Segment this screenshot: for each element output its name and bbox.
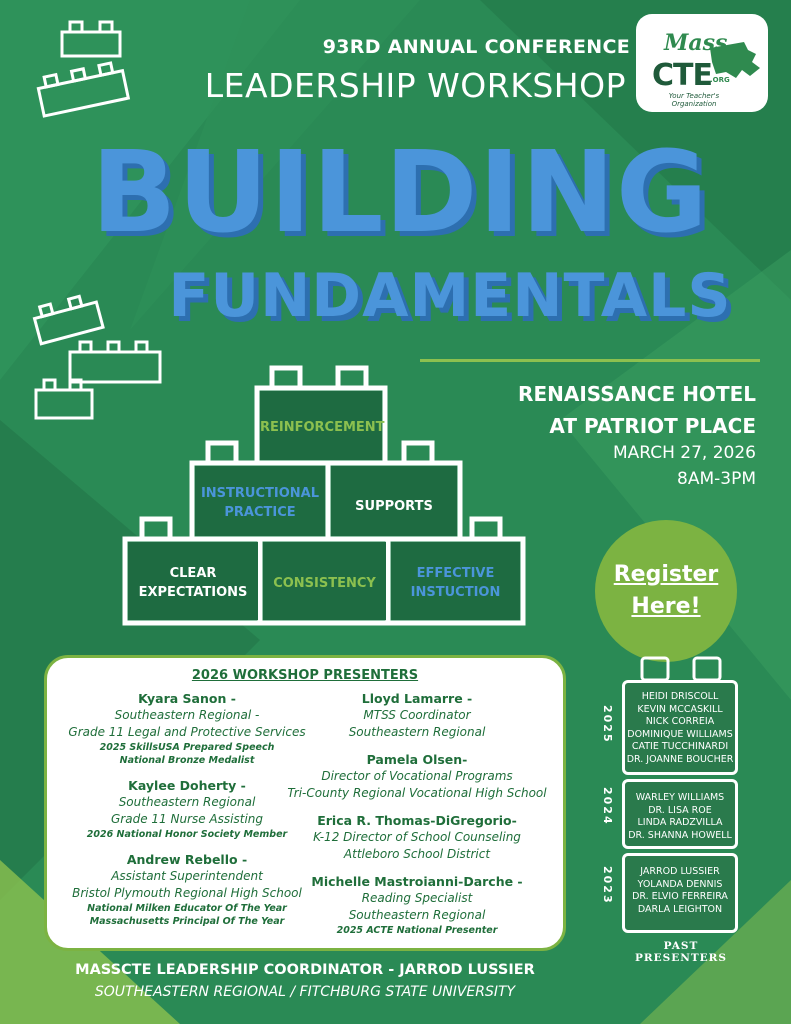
past-label-line-1: PAST: [663, 940, 699, 952]
brick-clear-line-1: CLEAR: [169, 566, 217, 581]
presenters-panel: [44, 655, 566, 951]
brick-pyramid: [120, 360, 530, 630]
brick-outline-icon: [30, 12, 140, 122]
presenter-name: Erica R. Thomas-DiGregorio-: [317, 813, 517, 828]
past-presenter-name: JARROD LUSSIER: [640, 866, 720, 877]
presenter-name: Andrew Rebello -: [126, 852, 248, 867]
masscte-logo[interactable]: [636, 14, 768, 112]
presenter-name: Kaylee Doherty -: [128, 778, 246, 793]
past-presenter-name: DR. ELVIO FERREIRA: [632, 891, 728, 902]
presenter-role: Southeastern Regional: [348, 908, 486, 922]
brick-effective-line-2: INSTUCTION: [410, 585, 501, 600]
brick-clear-expectations: [128, 564, 258, 602]
presenter-role: Southeastern Regional: [348, 725, 486, 739]
presenter-award: 2025 ACTE National Presenter: [336, 925, 498, 936]
footer-affiliation: SOUTHEASTERN REGIONAL / FITCHBURG STATE UNIVERSITY: [94, 984, 516, 1000]
brick-clear-line-2: EXPECTATIONS: [138, 585, 248, 600]
past-presenter-name: LINDA RADZVILLA: [637, 817, 723, 828]
brick-instructional-line-2: PRACTICE: [224, 505, 296, 520]
presenter-role: Attleboro School District: [343, 847, 491, 861]
register-line-2: Here!: [631, 594, 701, 619]
presenter-role: Reading Specialist: [361, 891, 473, 905]
presenters-title: 2026 WORKSHOP PRESENTERS: [191, 668, 419, 683]
presenter-role: Tri-County Regional Vocational High School: [287, 786, 547, 800]
brick-consistency: CONSISTENCY: [273, 576, 376, 591]
register-line-1: Register: [613, 562, 719, 587]
venue-line-2: AT PATRIOT PLACE: [549, 414, 756, 438]
presenter-role: Southeastern Regional: [118, 795, 256, 809]
past-presenter-name: NICK CORREIA: [645, 716, 715, 727]
presenter-role: Grade 11 Legal and Protective Services: [68, 725, 306, 739]
brick-effective-line-1: EFFECTIVE: [416, 566, 495, 581]
main-title: BUILDING: [91, 128, 709, 258]
past-presenter-name: DR. JOANNE BOUCHER: [626, 753, 734, 765]
presenters-left-column: [57, 690, 317, 928]
presenter-award: Massachusetts Principal Of The Year: [89, 916, 285, 927]
presenter-award: National Bronze Medalist: [119, 755, 255, 766]
past-presenter-name: DARLA LEIGHTON: [637, 903, 723, 915]
brick-effective-instruction: [391, 564, 520, 602]
conference-title: 93RD ANNUAL CONFERENCE: [322, 36, 630, 58]
presenter-role: Southeastern Regional -: [114, 708, 260, 722]
presenter-role: Grade 11 Nurse Assisting: [110, 812, 263, 826]
workshop-title: LEADERSHIP WORKSHOP: [204, 66, 626, 105]
presenter-role: Director of Vocational Programs: [321, 769, 513, 783]
logo-tagline: Your Teacher's Organization: [668, 92, 720, 108]
brick-instructional-practice: [195, 484, 325, 522]
brick-supports: SUPPORTS: [355, 499, 433, 514]
past-year-2025: 2025: [601, 705, 614, 744]
presenter-award: 2025 SkillsUSA Prepared Speech: [99, 742, 275, 753]
presenter-role: Assistant Superintendent: [111, 869, 263, 883]
venue-line-1: RENAISSANCE HOTEL: [518, 382, 756, 406]
footer-coordinator: MASSCTE LEADERSHIP COORDINATOR - JARROD LUSSIER: [75, 962, 535, 978]
brick-reinforcement: REINFORCEMENT: [260, 420, 385, 435]
past-presenter-name: CATIE TUCCHINARDI: [631, 741, 729, 752]
past-year-2023: 2023: [601, 866, 614, 905]
presenter-name: Lloyd Lamarre -: [361, 691, 473, 706]
brick-instructional-line-1: INSTRUCTIONAL: [200, 486, 320, 501]
past-presenter-name: DR. LISA ROE: [648, 804, 712, 816]
past-presenter-name: DOMINIQUE WILLIAMS: [627, 728, 733, 740]
logo-mass-text: Mass: [664, 30, 728, 56]
past-presenter-name: HEIDI DRISCOLL: [641, 691, 719, 702]
register-button[interactable]: [595, 520, 737, 662]
past-label-line-2: PRESENTERS: [635, 952, 727, 964]
event-datetime: [520, 440, 756, 492]
presenter-role: Bristol Plymouth Regional High School: [72, 886, 302, 900]
presenter-name: Pamela Olsen-: [366, 752, 468, 767]
presenter-award: 2026 National Honor Society Member: [86, 829, 288, 840]
event-time: 8AM-3PM: [677, 469, 756, 489]
presenter-name: Kyara Sanon -: [138, 691, 236, 706]
past-presenter-name: WARLEY WILLIAMS: [635, 792, 725, 803]
past-presenter-name: KEVIN MCCASKILL: [637, 703, 723, 715]
presenter-award: National Milken Educator Of The Year: [87, 903, 287, 914]
presenter-role: K-12 Director of School Counseling: [313, 830, 521, 844]
logo-org-text: .ORG: [710, 76, 730, 84]
sub-title: FUNDAMENTALS: [168, 261, 732, 331]
presenter-name: Michelle Mastroianni-Darche -: [311, 874, 523, 889]
presenter-role: MTSS Coordinator: [363, 708, 471, 722]
presenters-right-column: [281, 690, 553, 937]
logo-cte-text: CTE: [652, 58, 712, 93]
past-presenter-name: DR. SHANNA HOWELL: [628, 829, 732, 841]
past-year-2024: 2024: [601, 787, 614, 826]
past-presenter-name: YOLANDA DENNIS: [637, 878, 723, 890]
event-date: MARCH 27, 2026: [612, 443, 756, 463]
